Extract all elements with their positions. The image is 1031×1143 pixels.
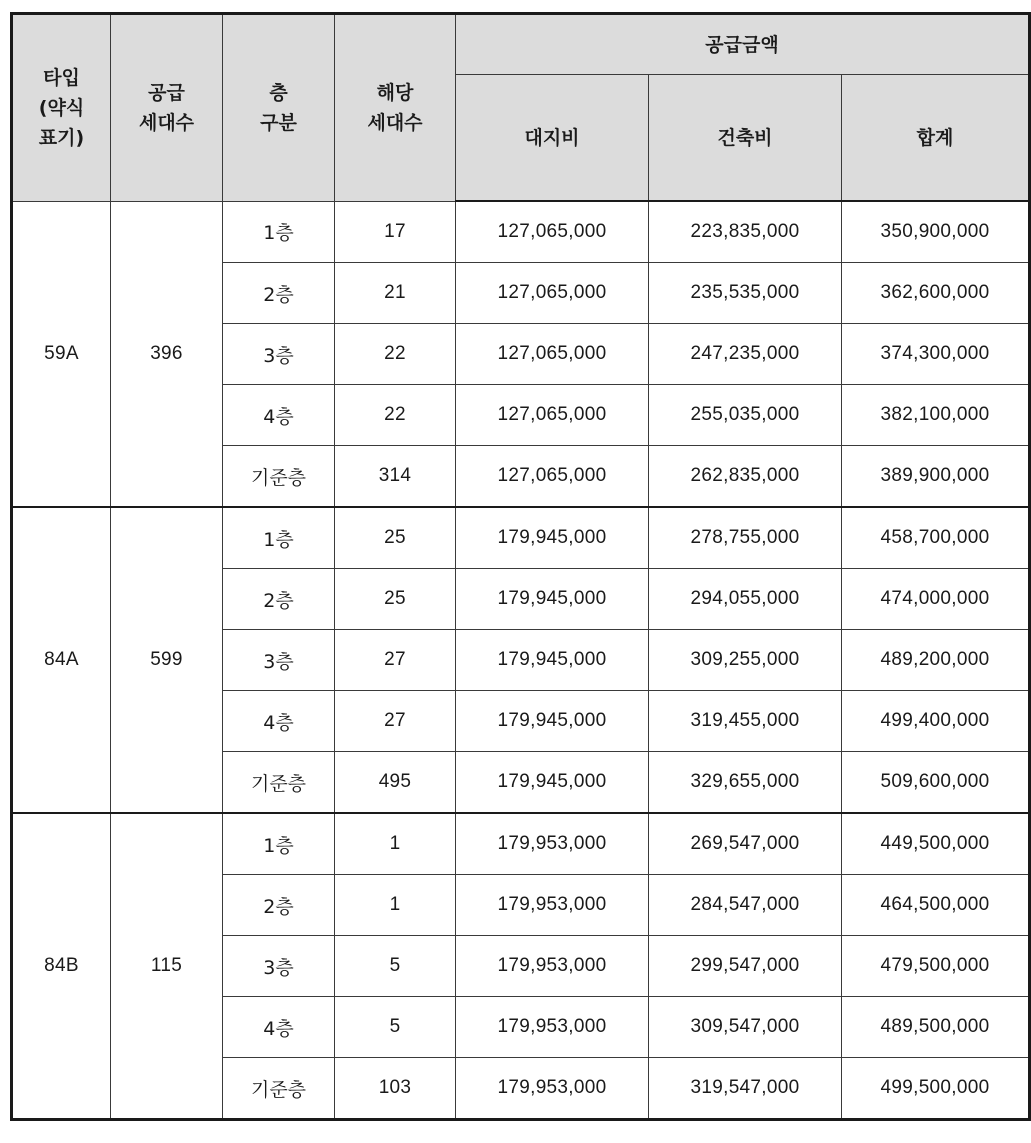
cell-land-cost: 127,065,000 bbox=[456, 263, 649, 324]
header-floor-line: 층 bbox=[269, 81, 288, 104]
header-floor-line: 구분 bbox=[260, 111, 297, 134]
cell-floor: 4층 bbox=[223, 997, 335, 1058]
table-row bbox=[12, 813, 1030, 875]
cell-build-cost: 278,755,000 bbox=[649, 507, 842, 569]
cell-land-cost: 179,945,000 bbox=[456, 630, 649, 691]
cell-total: 499,400,000 bbox=[842, 691, 1030, 752]
cell-units: 5 bbox=[335, 936, 456, 997]
cell-type: 84B bbox=[12, 813, 111, 1120]
header-total: 합계 bbox=[842, 75, 1030, 202]
table-row bbox=[12, 507, 1030, 569]
cell-total: 458,700,000 bbox=[842, 507, 1030, 569]
cell-total: 509,600,000 bbox=[842, 752, 1030, 814]
cell-units: 22 bbox=[335, 324, 456, 385]
cell-land-cost: 127,065,000 bbox=[456, 446, 649, 508]
cell-units: 1 bbox=[335, 875, 456, 936]
cell-land-cost: 127,065,000 bbox=[456, 385, 649, 446]
cell-total: 382,100,000 bbox=[842, 385, 1030, 446]
cell-floor: 1층 bbox=[223, 507, 335, 569]
cell-floor: 기준층 bbox=[223, 752, 335, 814]
header-supply-price: 공급금액 bbox=[456, 14, 1030, 75]
header-type-line: 표기) bbox=[38, 126, 85, 149]
cell-supply-units: 396 bbox=[111, 201, 223, 507]
cell-build-cost: 223,835,000 bbox=[649, 201, 842, 263]
cell-type: 84A bbox=[12, 507, 111, 813]
cell-units: 27 bbox=[335, 691, 456, 752]
cell-supply-units: 599 bbox=[111, 507, 223, 813]
header-land-cost: 대지비 bbox=[456, 75, 649, 202]
cell-total: 350,900,000 bbox=[842, 201, 1030, 263]
cell-units: 495 bbox=[335, 752, 456, 814]
table-header bbox=[12, 14, 1030, 202]
cell-floor: 기준층 bbox=[223, 1058, 335, 1120]
cell-total: 489,500,000 bbox=[842, 997, 1030, 1058]
header-supply-line: 세대수 bbox=[138, 111, 195, 134]
cell-units: 17 bbox=[335, 201, 456, 263]
cell-floor: 1층 bbox=[223, 813, 335, 875]
cell-floor: 4층 bbox=[223, 385, 335, 446]
cell-land-cost: 179,953,000 bbox=[456, 1058, 649, 1120]
cell-build-cost: 247,235,000 bbox=[649, 324, 842, 385]
cell-type: 59A bbox=[12, 201, 111, 507]
cell-units: 25 bbox=[335, 569, 456, 630]
cell-build-cost: 262,835,000 bbox=[649, 446, 842, 508]
cell-total: 374,300,000 bbox=[842, 324, 1030, 385]
cell-build-cost: 294,055,000 bbox=[649, 569, 842, 630]
cell-units: 27 bbox=[335, 630, 456, 691]
header-type bbox=[12, 14, 111, 202]
cell-build-cost: 299,547,000 bbox=[649, 936, 842, 997]
cell-build-cost: 269,547,000 bbox=[649, 813, 842, 875]
price-table-container bbox=[10, 12, 1028, 1121]
cell-total: 389,900,000 bbox=[842, 446, 1030, 508]
cell-units: 22 bbox=[335, 385, 456, 446]
cell-units: 1 bbox=[335, 813, 456, 875]
cell-floor: 2층 bbox=[223, 569, 335, 630]
header-units bbox=[335, 14, 456, 202]
cell-land-cost: 179,953,000 bbox=[456, 936, 649, 997]
cell-land-cost: 179,945,000 bbox=[456, 691, 649, 752]
cell-floor: 3층 bbox=[223, 630, 335, 691]
cell-land-cost: 179,953,000 bbox=[456, 875, 649, 936]
cell-build-cost: 255,035,000 bbox=[649, 385, 842, 446]
cell-units: 25 bbox=[335, 507, 456, 569]
cell-build-cost: 284,547,000 bbox=[649, 875, 842, 936]
header-supply-units bbox=[111, 14, 223, 202]
header-units-line: 세대수 bbox=[367, 111, 423, 134]
cell-total: 479,500,000 bbox=[842, 936, 1030, 997]
cell-supply-units: 115 bbox=[111, 813, 223, 1120]
header-units-line: 해당 bbox=[376, 81, 414, 104]
cell-build-cost: 235,535,000 bbox=[649, 263, 842, 324]
cell-land-cost: 179,953,000 bbox=[456, 997, 649, 1058]
cell-total: 449,500,000 bbox=[842, 813, 1030, 875]
table-body bbox=[12, 201, 1030, 1120]
cell-build-cost: 309,547,000 bbox=[649, 997, 842, 1058]
cell-floor: 4층 bbox=[223, 691, 335, 752]
cell-build-cost: 319,455,000 bbox=[649, 691, 842, 752]
cell-floor: 2층 bbox=[223, 263, 335, 324]
header-supply-line: 공급 bbox=[148, 81, 185, 104]
cell-units: 5 bbox=[335, 997, 456, 1058]
cell-floor: 3층 bbox=[223, 324, 335, 385]
cell-floor: 2층 bbox=[223, 875, 335, 936]
header-build-cost: 건축비 bbox=[649, 75, 842, 202]
table-row bbox=[12, 201, 1030, 263]
cell-land-cost: 127,065,000 bbox=[456, 324, 649, 385]
cell-build-cost: 329,655,000 bbox=[649, 752, 842, 814]
supply-price-table bbox=[10, 12, 1031, 1121]
cell-total: 474,000,000 bbox=[842, 569, 1030, 630]
cell-land-cost: 179,953,000 bbox=[456, 813, 649, 875]
cell-floor: 기준층 bbox=[223, 446, 335, 508]
cell-land-cost: 127,065,000 bbox=[456, 201, 649, 263]
cell-units: 103 bbox=[335, 1058, 456, 1120]
header-floor bbox=[223, 14, 335, 202]
cell-floor: 1층 bbox=[223, 201, 335, 263]
cell-total: 464,500,000 bbox=[842, 875, 1030, 936]
cell-total: 489,200,000 bbox=[842, 630, 1030, 691]
header-type-line: 타입 bbox=[43, 66, 80, 89]
cell-total: 499,500,000 bbox=[842, 1058, 1030, 1120]
cell-units: 314 bbox=[335, 446, 456, 508]
cell-land-cost: 179,945,000 bbox=[456, 507, 649, 569]
cell-land-cost: 179,945,000 bbox=[456, 569, 649, 630]
cell-build-cost: 309,255,000 bbox=[649, 630, 842, 691]
cell-floor: 3층 bbox=[223, 936, 335, 997]
cell-total: 362,600,000 bbox=[842, 263, 1030, 324]
cell-build-cost: 319,547,000 bbox=[649, 1058, 842, 1120]
cell-land-cost: 179,945,000 bbox=[456, 752, 649, 814]
header-type-line: (약식 bbox=[38, 96, 85, 119]
cell-units: 21 bbox=[335, 263, 456, 324]
